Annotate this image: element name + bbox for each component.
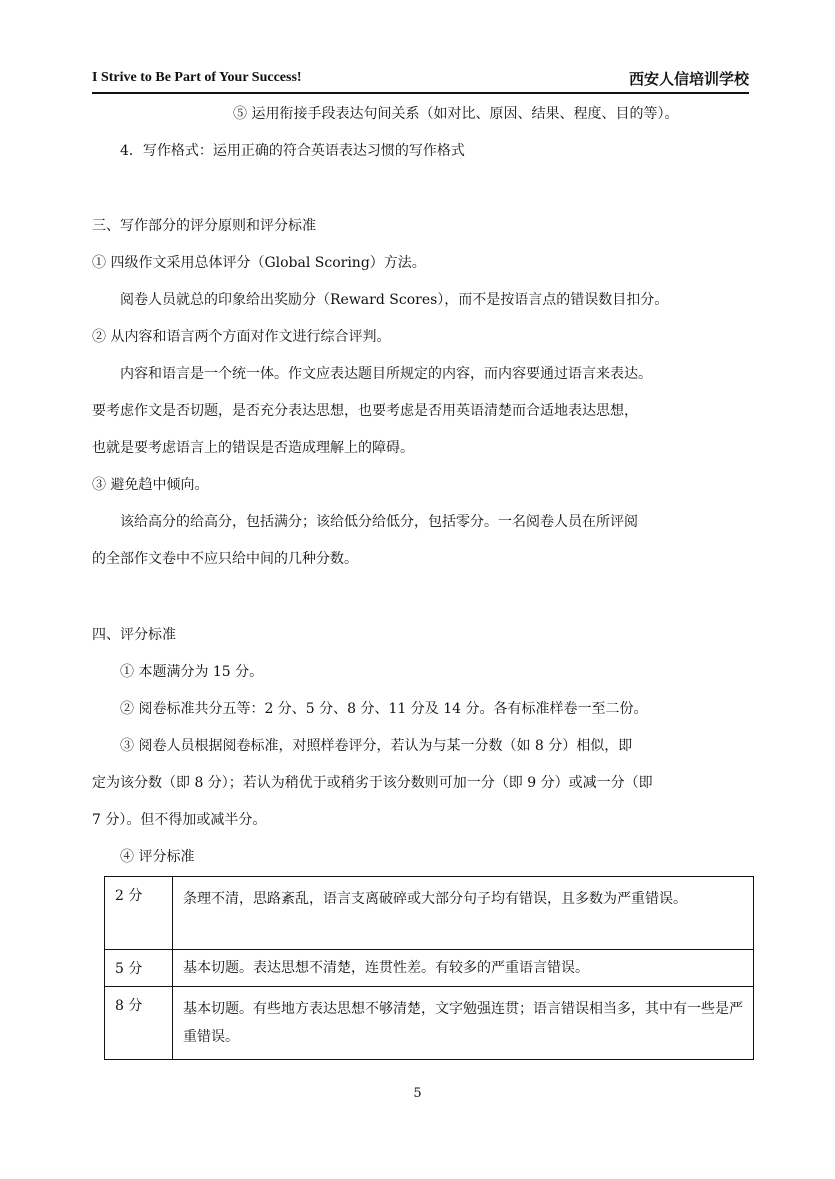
- text-line: 该给高分的给高分，包括满分；该给低分给低分，包括零分。一名阅卷人员在所评阅: [120, 514, 638, 530]
- score-cell: 5 分: [105, 950, 173, 987]
- text-line: ② 阅卷标准共分五等：2 分、5 分、8 分、11 分及 14 分。各有标准样卷一至二份。: [120, 701, 648, 717]
- text-line: ③ 避免趋中倾向。: [92, 477, 209, 493]
- text-line: 4．写作格式：运用正确的符合英语表达习惯的写作格式: [120, 143, 465, 159]
- text-line: 阅卷人员就总的印象给出奖励分（Reward Scores），而不是按语言点的错误数目扣分。: [120, 292, 669, 308]
- text-line: ③ 阅卷人员根据阅卷标准，对照样卷评分，若认为与某一分数（如 8 分）相似，即: [120, 738, 633, 754]
- text-line: 7 分）。但不得加或减半分。: [92, 812, 267, 828]
- table-row: [105, 950, 754, 987]
- section-heading: 四、评分标准: [92, 627, 176, 643]
- text-line: 内容和语言是一个统一体。作文应表达题目所规定的内容，而内容要通过语言来表达。: [120, 366, 652, 382]
- text-line: 要考虑作文是否切题，是否充分表达思想，也要考虑是否用英语清楚而合适地表达思想，: [92, 403, 638, 419]
- description-cell: 基本切题。有些地方表达思想不够清楚，文字勉强连贯；语言错误相当多，其中有一些是严重错误。: [173, 987, 754, 1060]
- description-cell: 条理不清，思路紊乱，语言支离破碎或大部分句子均有错误，且多数为严重错误。: [173, 877, 754, 950]
- scoring-table: [104, 876, 754, 1060]
- header-slogan: I Strive to Be Part of Your Success!: [92, 70, 302, 85]
- text-line: ⑤ 运用衔接手段表达句间关系（如对比、原因、结果、程度、目的等）。: [233, 106, 679, 122]
- description-cell: 基本切题。表达思想不清楚，连贯性差。有较多的严重语言错误。: [173, 950, 754, 987]
- score-cell: 8 分: [105, 987, 173, 1060]
- text-line: ① 四级作文采用总体评分（Global Scoring）方法。: [92, 255, 426, 271]
- text-line: 定为该分数（即 8 分）；若认为稍优于或稍劣于该分数则可加一分（即 9 分）或减一分（即: [92, 775, 653, 791]
- table-row: [105, 987, 754, 1060]
- text-line: ① 本题满分为 15 分。: [120, 664, 264, 680]
- page-header: [92, 68, 749, 94]
- text-line: 的全部作文卷中不应只给中间的几种分数。: [92, 551, 358, 567]
- text-line: 也就是要考虑语言上的错误是否造成理解上的障碍。: [92, 440, 414, 456]
- table-row: [105, 877, 754, 950]
- text-line: ④ 评分标准: [120, 849, 195, 865]
- text-line: ② 从内容和语言两个方面对作文进行综合评判。: [92, 329, 391, 345]
- page-number: 5: [413, 1086, 422, 1101]
- section-heading: 三、写作部分的评分原则和评分标准: [92, 218, 316, 234]
- score-cell: 2 分: [105, 877, 173, 950]
- header-school-name: 西安人信培训学校: [628, 70, 749, 88]
